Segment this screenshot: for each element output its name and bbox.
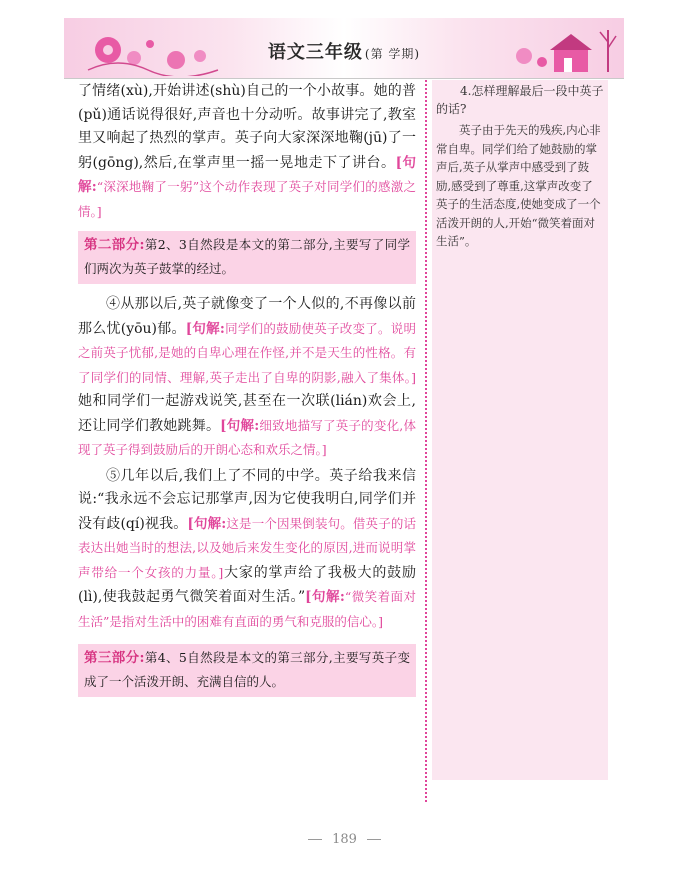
sentence-note: [句解:细致地描写了英子的变化,体现了英子得到鼓励后的开朗心态和欢乐之情。] <box>78 417 416 457</box>
paragraph-4: ④从那以后,英子就像变了一个人似的,不再像以前那么忧(yōu)郁。[句解:同学们的鼓励使英子改变了。说明之前英子忧郁,是她的自卑心理在作怪,并不是天生的性格。有了同学们的同情、理解,英子走出了自卑的阴影,融入了集体。]她和同学们一起游戏说笑,甚至在一次联(lián)欢会上,还让同学们教她跳舞。[句解:细致地描写了英子的变化,体现了英子得到鼓励后的开朗心态和欢乐之情。] <box>78 296 417 457</box>
column-divider <box>425 80 427 802</box>
sentence-note: [句解:“微笑着面对生活”是指对生活中的困难有直面的勇气和克服的信心。] <box>78 589 417 629</box>
sidebar-answer: 英子由于先天的残疾,内心非常自卑。同学们给了她鼓励的掌声后,英子从掌声中感受到了鼓励,感受到了尊重,这掌声改变了英子的生活态度,使她变成了一个活泼开朗的人,开始“微笑着面对生活”。 <box>436 123 601 248</box>
sentence-note: [句解:这是一个因果倒装句。借英子的话表达出她当时的想法,以及她后来发生变化的原因,进而说明掌声带给一个女孩的力量。] <box>78 515 416 580</box>
page-title <box>64 38 624 64</box>
page-number-dash <box>367 839 381 840</box>
book-title: 语文三年级 <box>267 42 363 63</box>
sentence-note: [句解:同学们的鼓励使英子改变了。说明之前英子忧郁,是她的自卑心理在作怪,并不是天生的性格。有了同学们的同情、理解,英子走出了自卑的阴影,融入了集体。] <box>78 320 417 385</box>
sentence-note: [句解:“深深地鞠了一躬”这个动作表现了英子对同学们的感激之情。] <box>78 154 417 219</box>
paragraph-3-end: 了情绪(xù),开始讲述(shù)自己的一个小故事。她的普(pǔ)通话说得很好,声音也十分动听。故事讲完了,教室里又响起了热烈的掌声。英子向大家深深地鞠(jū)了一躬(gōng),然后,在掌声里一摇一晃地走下了讲台。[句解:“深深地鞠了一躬”这个动作表现了英子对同学们的感激之情。] <box>78 83 417 219</box>
section-summary-3: 第三部分:第4、5自然段是本文的第三部分,主要写英子变成了一个活泼开朗、充满自信的人。 <box>78 644 416 697</box>
term-label: (第 学期) <box>364 47 421 61</box>
page-number: 189 <box>0 832 689 847</box>
sidebar-notes <box>432 80 608 780</box>
paragraph-5: ⑤几年以后,我们上了不同的中学。英子给我来信说:“我永远不会忘记那掌声,因为它使我明白,同学们并没有歧(qí)视我。[句解:这是一个因果倒装句。借英子的话表达出她当时的想法,以及她后来发生变化的原因,进而说明掌声带给一个女孩的力量。]大家的掌声给了我极大的鼓励(lì),使我鼓起勇气微笑着面对生活。”[句解:“微笑着面对生活”是指对生活中的困难有直面的勇气和克服的信心。] <box>78 467 417 629</box>
section-summary-2: 第二部分:第2、3自然段是本文的第二部分,主要写了同学们两次为英子鼓掌的经过。 <box>78 231 416 284</box>
header-rule <box>64 78 624 79</box>
page-header <box>64 18 624 78</box>
page-number-dash <box>308 839 322 840</box>
main-text-column <box>78 80 416 706</box>
sidebar-question: 4.怎样理解最后一段中英子的话? <box>436 84 604 116</box>
